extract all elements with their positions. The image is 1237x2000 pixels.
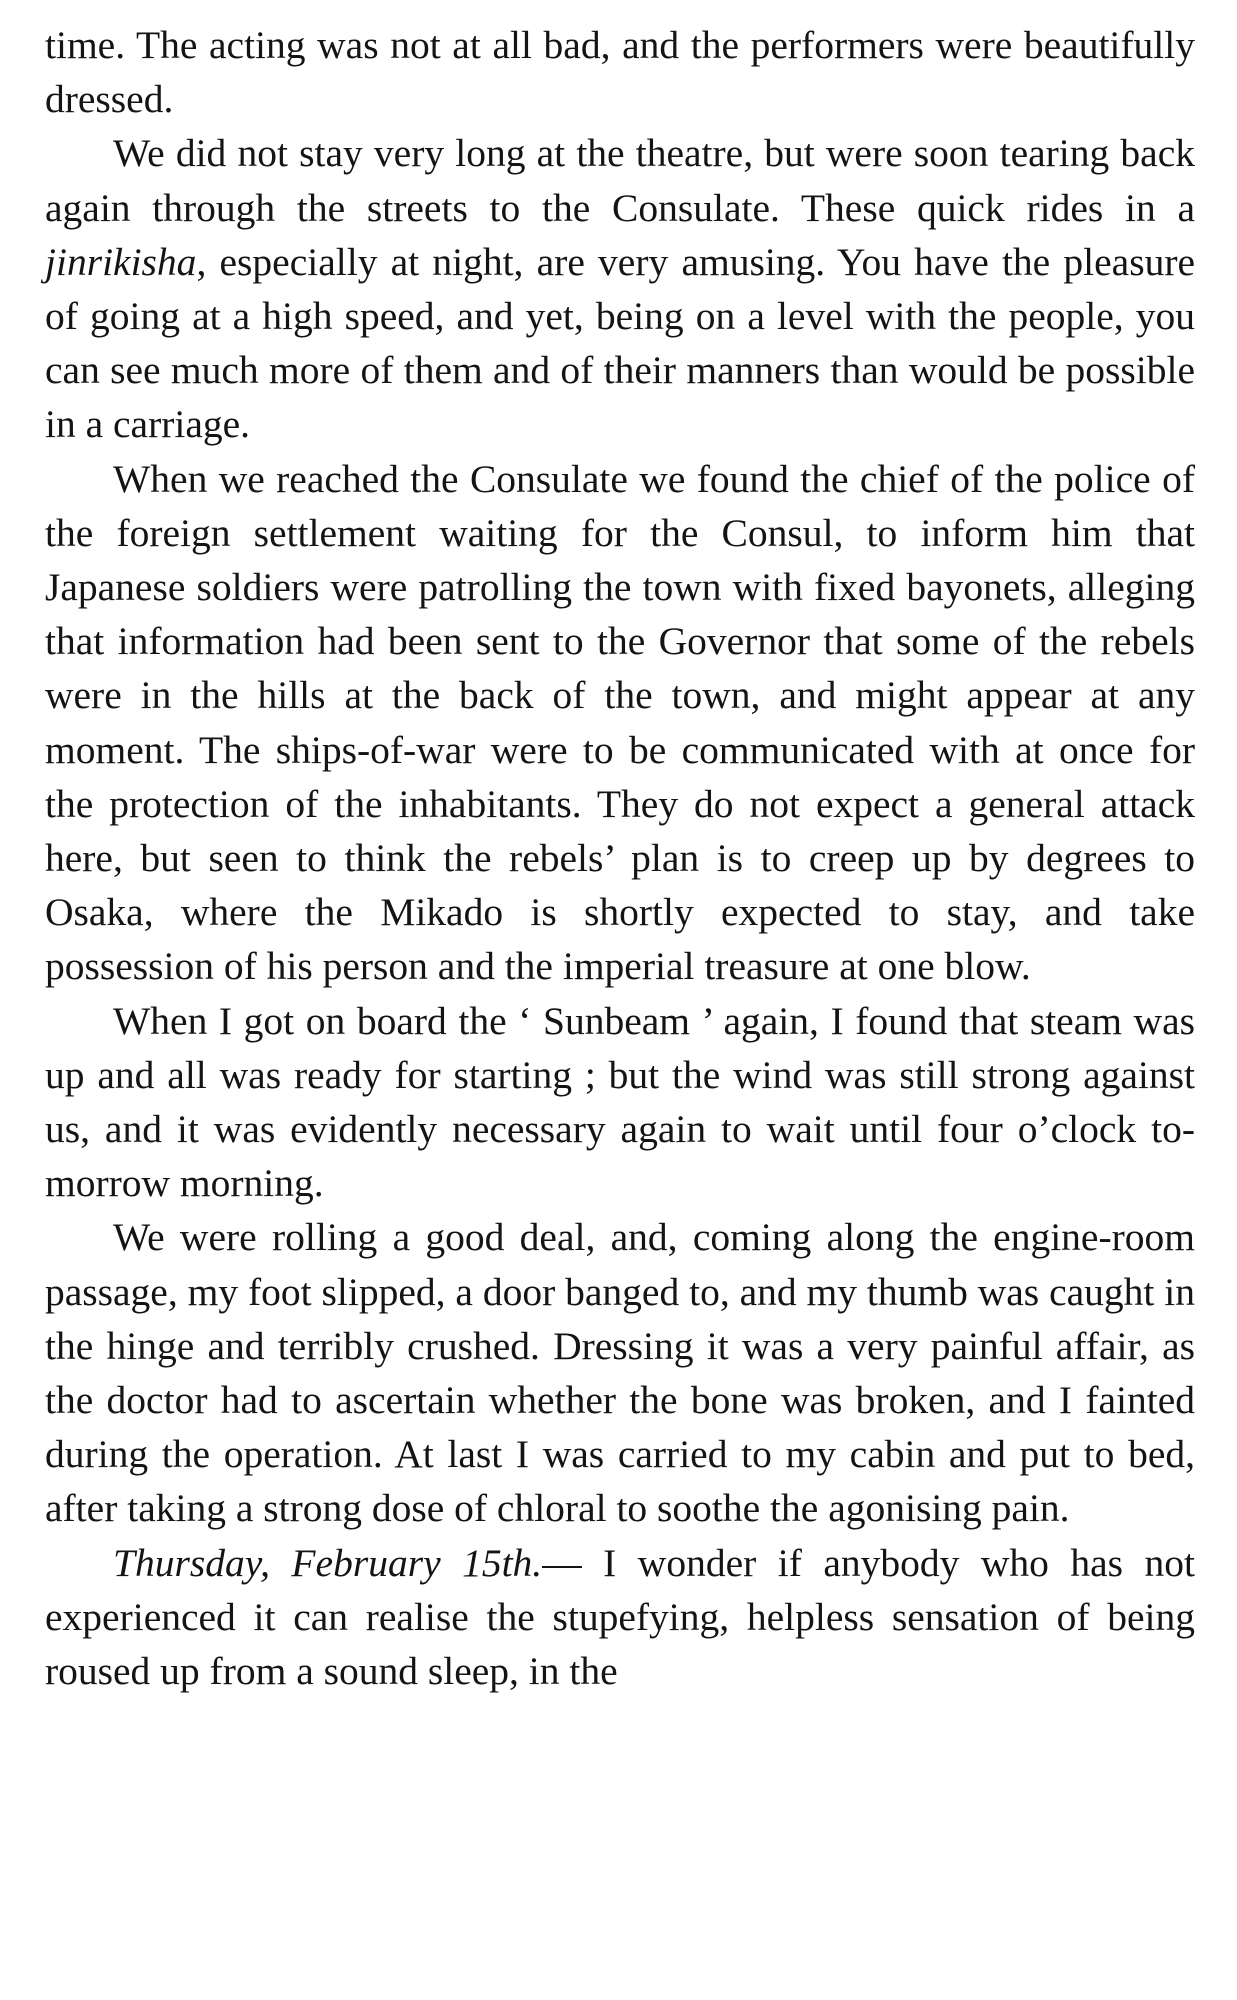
paragraph-6 (45, 1536, 1195, 1699)
paragraph-3-text: When we reached the Consulate we found the chief of the police of the foreign settlement waiting for the Consul, to inform him that Japanese soldiers were patrolling the town with fixed bayonets, alleging that information had been sent to the Governor that some of the rebels were in the hills at the back of the town, and might appear at any moment. The ships-of-war were to be communicated with at once for the protection of the inhabitants. They do not expect a general attack here, but seen to think the rebels’ plan is to creep up by degrees to Osaka, where the Mikado is shortly expected to stay, and take possession of his person and the imperial treasure at one blow. (45, 456, 1195, 989)
book-page (45, 18, 1195, 1698)
paragraph-2-text-after: , especially at night, are very amusing. You have the pleasure of going at a high speed, and yet, being on a level with the people, you can see much more of them and of their manners than would be possible in a carriage. (45, 239, 1195, 447)
paragraph-3 (45, 452, 1195, 994)
paragraph-6-text: — I wonder if anybody who has not experienced it can realise the stupefying, helpless sensation of being roused up from a sound sleep, in the (45, 1540, 1195, 1694)
journal-date-heading: Thursday, February 15th. (113, 1540, 543, 1585)
paragraph-5-text: We were rolling a good deal, and, coming along the engine-room passage, my foot slipped, a door banged to, and my thumb was caught in the hinge and terribly crushed. Dressing it was a very painful affair, as the doctor had to ascertain whether the bone was broken, and I fainted during the operation. At last I was carried to my cabin and put to bed, after taking a strong dose of chloral to soothe the agonising pain. (45, 1215, 1195, 1531)
paragraph-2-italic-term: jinrikisha (45, 239, 197, 284)
paragraph-2-text-before: We did not stay very long at the theatre, but were soon tearing back again through the streets to the Consulate. These quick rides in a (45, 131, 1195, 230)
paragraph-2 (45, 126, 1195, 451)
paragraph-5 (45, 1210, 1195, 1535)
paragraph-4 (45, 994, 1195, 1211)
paragraph-1 (45, 18, 1195, 126)
paragraph-4-text: When I got on board the ‘ Sunbeam ’ again, I found that steam was up and all was ready for starting ; but the wind was still strong against us, and it was evidently necessary again to wait until four o’clock to-morrow morning. (45, 998, 1195, 1206)
paragraph-1-text: time. The acting was not at all bad, and the performers were beautifully dressed. (45, 23, 1195, 122)
